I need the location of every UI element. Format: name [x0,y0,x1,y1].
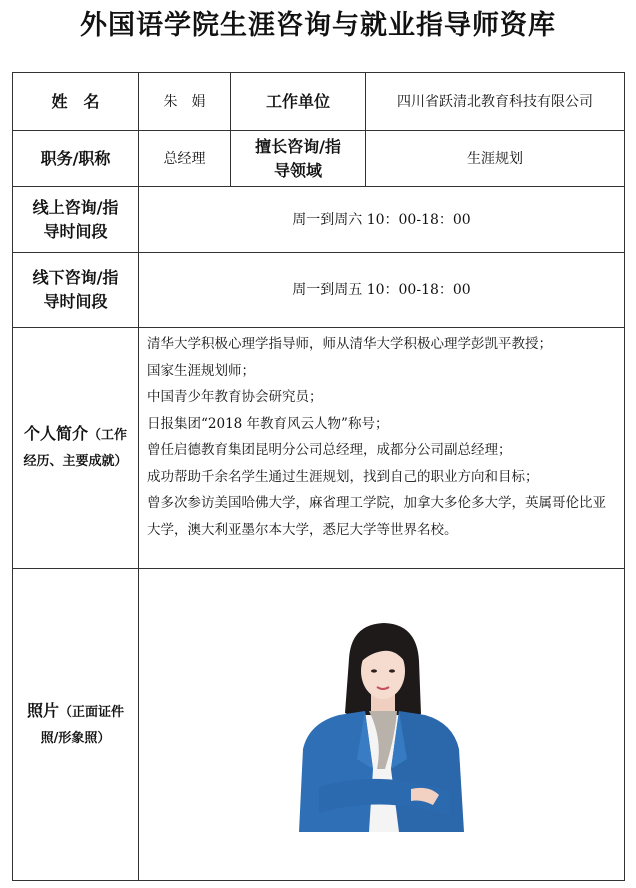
portrait-illustration [299,619,464,832]
photo-cell [139,569,625,881]
row-name [13,73,625,131]
unit-label: 工作单位 [231,73,366,131]
bio-line: 国家生涯规划师； [147,362,255,379]
photo-label-sub: （正面证件照/形象照） [40,704,125,746]
row-bio [13,328,625,569]
online-label: 线上咨询/指导时间段 [13,187,139,253]
row-photo [13,569,625,881]
offline-label: 线下咨询/指导时间段 [13,253,139,328]
row-online [13,187,625,253]
name-value: 朱 娟 [139,73,231,131]
photo-label [13,569,139,881]
online-value: 周一到周六 10：00-18：00 [139,187,625,253]
position-value: 总经理 [139,131,231,187]
bio-line: 中国青少年教育协会研究员； [147,389,323,405]
bio-line: 曾任启德教育集团昆明分公司总经理，成都分公司副总经理； [147,442,512,458]
offline-value: 周一到周五 10：00-18：00 [139,253,625,328]
bio-label-sub: （工作经历、主要成就） [23,428,128,469]
bio-label-main: 个人简介 [23,424,88,443]
position-label: 职务/职称 [13,131,139,187]
bio-label [13,328,139,569]
bio-line: 曾多次参访美国哈佛大学，麻省理工学院，加拿大多伦多大学，英属哥伦比亚大学，澳大利亚墨尔本大学，悉尼大学等世界名校。 [147,495,606,538]
name-label: 姓 名 [13,73,139,131]
bio-line: 清华大学积极心理学指导师，师从清华大学积极心理学彭凯平教授； [147,336,552,352]
unit-value: 四川省跃清北教育科技有限公司 [366,73,625,131]
portrait-photo [299,619,464,832]
bio-line: 日报集团“2018 年教育风云人物”称号； [147,415,389,432]
field-label: 擅长咨询/指导领域 [231,131,366,187]
bio-line: 成功帮助千余名学生通过生涯规划，找到自己的职业方向和目标； [147,468,539,485]
page-title: 外国语学院生涯咨询与就业指导师资库 [80,10,556,41]
profile-table [12,72,625,881]
row-offline [13,253,625,328]
photo-label-main: 照片 [26,700,59,720]
row-position [13,131,625,187]
bio-content [139,328,625,569]
field-value: 生涯规划 [366,131,625,187]
